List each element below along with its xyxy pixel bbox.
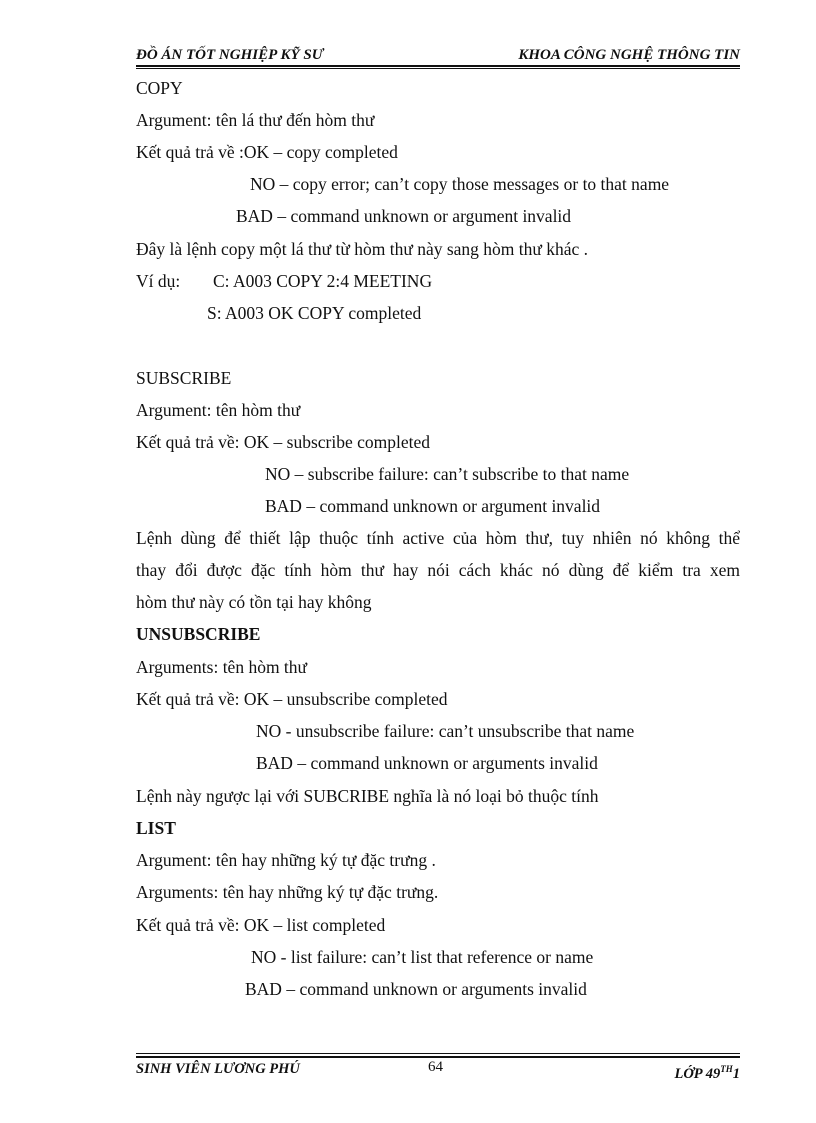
subscribe-description-line3: hòm thư này có tồn tại hay không [136, 592, 372, 612]
subscribe-result: Kết quả trả về: OK – subscribe completed [136, 432, 431, 452]
header-right: KHOA CÔNG NGHỆ THÔNG TIN [518, 47, 740, 63]
header-rule [136, 65, 740, 67]
subscribe-title: SUBSCRIBE [136, 368, 232, 388]
footer-left: SINH VIÊN LƯƠNG PHÚ [136, 1061, 300, 1077]
copy-title: COPY [136, 78, 183, 98]
copy-bad: BAD – command unknown or argument invalid [236, 206, 572, 226]
subscribe-bad: BAD – command unknown or argument invalid [265, 496, 601, 516]
unsubscribe-description: Lệnh này ngược lại với SUBCRIBE nghĩa là nó loại bỏ thuộc tính [136, 786, 599, 806]
footer-right-end: 1 [732, 1065, 740, 1082]
copy-example-server: S: A003 OK COPY completed [207, 303, 422, 323]
page-header [136, 44, 740, 66]
copy-no: NO – copy error; can’t copy those messages or to that name [250, 174, 670, 194]
copy-example-label: Ví dụ: [136, 271, 181, 291]
unsubscribe-result: Kết quả trả về: OK – unsubscribe completed [136, 689, 448, 709]
copy-argument: Argument: tên lá thư đến hòm thư [136, 110, 375, 130]
subscribe-description-line1: Lệnh dùng để thiết lập thuộc tính active của hòm thư, tuy nhiên nó không thể [136, 528, 740, 548]
footer-rule-thin [136, 1053, 740, 1054]
unsubscribe-no: NO - unsubscribe failure: can’t unsubscribe that name [256, 721, 635, 741]
list-argument: Argument: tên hay những ký tự đặc trưng . [136, 850, 436, 870]
copy-example-client: C: A003 COPY 2:4 MEETING [213, 271, 433, 291]
footer-right-class: LỚP 49 [674, 1065, 721, 1082]
list-result: Kết quả trả về: OK – list completed [136, 915, 386, 935]
page-number: 64 [428, 1059, 443, 1075]
header-rule-thin [136, 68, 740, 69]
copy-description: Đây là lệnh copy một lá thư từ hòm thư này sang hòm thư khác . [136, 239, 589, 259]
list-arguments: Arguments: tên hay những ký tự đặc trưng. [136, 882, 439, 902]
list-title: LIST [136, 818, 176, 838]
unsubscribe-title: UNSUBSCRIBE [136, 624, 261, 644]
page-footer [136, 1058, 740, 1080]
footer-right [674, 1058, 740, 1085]
subscribe-argument: Argument: tên hòm thư [136, 400, 301, 420]
copy-result: Kết quả trả về :OK – copy completed [136, 142, 398, 162]
subscribe-no: NO – subscribe failure: can’t subscribe to that name [265, 464, 630, 484]
subscribe-description-line2: thay đổi được đặc tính hòm thư hay nói cách khác nó dùng để kiểm tra xem [136, 560, 740, 580]
list-bad: BAD – command unknown or arguments invalid [245, 979, 587, 999]
footer-right-sup: TH [720, 1064, 733, 1074]
list-no: NO - list failure: can’t list that reference or name [251, 947, 594, 967]
header-left: ĐỒ ÁN TỐT NGHIỆP KỸ SƯ [136, 47, 324, 63]
unsubscribe-argument: Arguments: tên hòm thư [136, 657, 308, 677]
unsubscribe-bad: BAD – command unknown or arguments invalid [256, 753, 598, 773]
